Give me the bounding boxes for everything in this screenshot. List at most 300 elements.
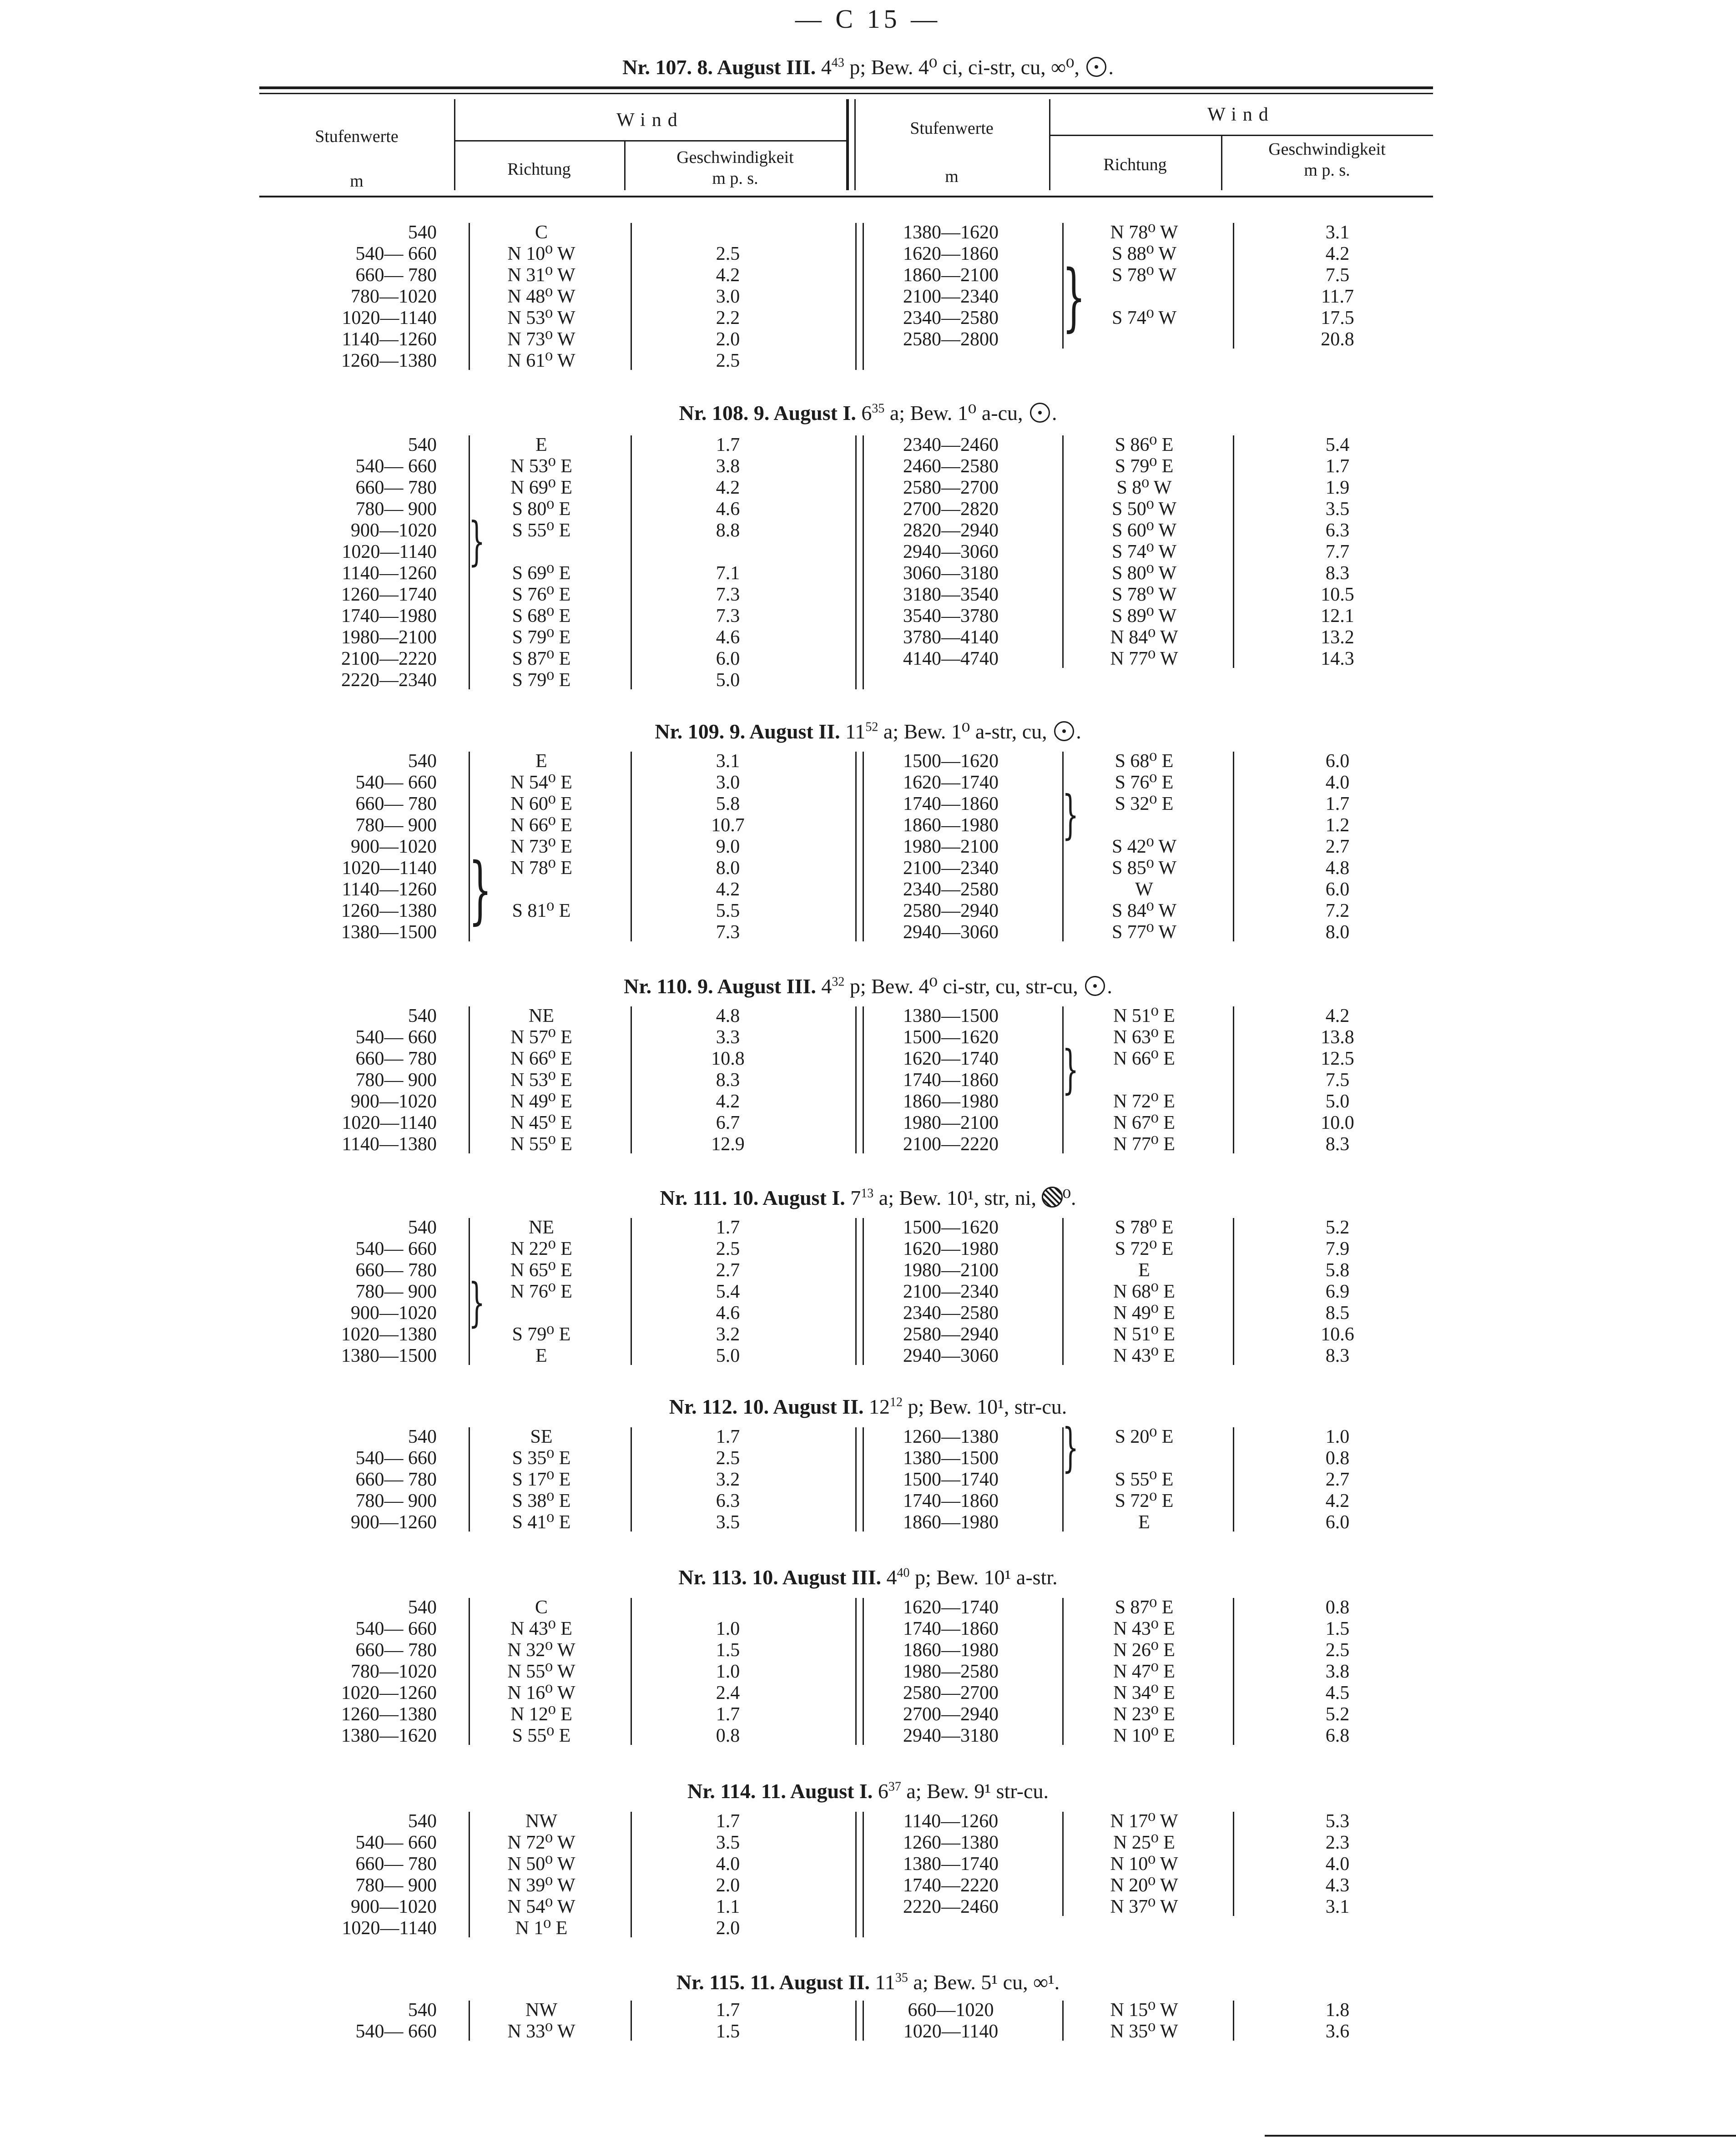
column-rule bbox=[1233, 223, 1234, 349]
table-cell: 660— 780 bbox=[355, 794, 437, 814]
table-cell: 0.8 bbox=[716, 1725, 740, 1746]
altitude-column bbox=[287, 751, 437, 943]
section-weather: a; Bew. 9¹ str-cu. bbox=[906, 1779, 1049, 1803]
section-table bbox=[0, 1217, 1736, 1367]
table-cell: S 42⁰ W bbox=[1111, 836, 1177, 857]
table-cell: 2580—2940 bbox=[903, 900, 999, 921]
table-cell: N 16⁰ W bbox=[507, 1683, 575, 1703]
table-cell: 2340—2580 bbox=[903, 879, 999, 900]
table-cell: S 32⁰ E bbox=[1115, 794, 1174, 814]
table-cell: 5.0 bbox=[716, 1345, 740, 1366]
table-cell: S 55⁰ E bbox=[512, 520, 571, 541]
table-cell: 2.2 bbox=[716, 308, 740, 329]
table-cell: N 68⁰ E bbox=[1113, 1281, 1175, 1302]
table-cell: E bbox=[535, 751, 547, 772]
table-cell: S 55⁰ E bbox=[1115, 1469, 1174, 1490]
table-cell: S 88⁰ W bbox=[1111, 243, 1177, 264]
table-cell: 5.3 bbox=[1325, 1811, 1350, 1832]
table-cell: N 53⁰ W bbox=[507, 308, 575, 329]
table-cell: 900—1020 bbox=[351, 836, 437, 857]
altitude-column-2 bbox=[873, 1597, 1028, 1747]
table-cell bbox=[1069, 1070, 1219, 1091]
altitude-column-2 bbox=[873, 222, 1028, 350]
altitude-column-2 bbox=[873, 1811, 1028, 1918]
table-cell: 2.5 bbox=[716, 350, 740, 371]
table-cell: 4.3 bbox=[1325, 1875, 1350, 1896]
table-cell: 780— 900 bbox=[355, 499, 437, 520]
column-rule bbox=[469, 1427, 470, 1531]
section-weather: a; Bew. 5¹ cu, ∞¹. bbox=[913, 1971, 1060, 1994]
section-table bbox=[0, 751, 1736, 943]
altitude-column-2 bbox=[873, 751, 1028, 943]
table-cell: 2.7 bbox=[716, 1260, 740, 1281]
speed-column bbox=[655, 1426, 801, 1533]
table-cell: 2820—2940 bbox=[903, 520, 999, 541]
column-rule bbox=[631, 1427, 632, 1531]
table-cell: 1020—1140 bbox=[903, 2021, 999, 2042]
column-rule bbox=[631, 752, 632, 941]
table-cell: 1740—2220 bbox=[903, 1875, 999, 1896]
table-cell: N 53⁰ E bbox=[510, 456, 572, 477]
table-cell: 4.2 bbox=[1325, 1006, 1350, 1026]
table-cell: 1380—1620 bbox=[903, 222, 999, 243]
table-cell: 7.3 bbox=[716, 922, 740, 943]
section-date: 9. August III. bbox=[697, 975, 816, 998]
section-title: Nr. 108. 9. August I. $6^{35}$ a; Bew. 1⁰ a-cu, . bbox=[679, 401, 1057, 425]
column-rule bbox=[855, 2001, 857, 2041]
table-cell: 5.0 bbox=[1325, 1091, 1350, 1112]
table-cell: N 61⁰ W bbox=[507, 350, 575, 371]
table-cell: 660— 780 bbox=[355, 1469, 437, 1490]
table-cell: 1980—2100 bbox=[903, 836, 999, 857]
table-cell: 1620—1860 bbox=[903, 243, 999, 264]
table-cell: N 31⁰ W bbox=[507, 265, 575, 286]
table-cell: S 74⁰ W bbox=[1111, 541, 1177, 562]
column-rule bbox=[863, 1812, 864, 1937]
column-rule bbox=[469, 2001, 470, 2041]
table-cell: S 89⁰ W bbox=[1111, 606, 1177, 627]
rain-symbol-icon bbox=[1042, 1187, 1063, 1208]
table-cell: S 80⁰ W bbox=[1111, 563, 1177, 584]
header-direction: Richtung bbox=[507, 160, 571, 179]
header-speed-2: Geschwindigkeit bbox=[1268, 140, 1386, 159]
table-cell: 1020—1140 bbox=[342, 1918, 437, 1939]
table-cell: 6.0 bbox=[1325, 879, 1350, 900]
table-cell: N 55⁰ E bbox=[510, 1134, 572, 1155]
column-rule bbox=[631, 2001, 632, 2041]
speed-column bbox=[655, 751, 801, 943]
table-cell: N 43⁰ E bbox=[1113, 1345, 1175, 1366]
column-rule bbox=[855, 752, 857, 941]
table-cell: 1620—1740 bbox=[903, 1597, 999, 1618]
table-cell: 1620—1980 bbox=[903, 1238, 999, 1259]
brace-symbol: } bbox=[1062, 784, 1079, 845]
section-title bbox=[0, 1565, 1736, 1589]
table-cell: 540 bbox=[408, 222, 437, 243]
direction-column bbox=[473, 222, 610, 372]
table-cell: 2700—2940 bbox=[903, 1704, 999, 1725]
table-cell: 7.7 bbox=[1325, 541, 1350, 562]
table-cell: 3.5 bbox=[1325, 499, 1350, 520]
table-cell: 3.1 bbox=[1325, 222, 1350, 243]
table-cell: N 69⁰ E bbox=[510, 477, 572, 498]
table-cell: 1.2 bbox=[1325, 815, 1350, 836]
table-cell: E bbox=[1138, 1260, 1150, 1281]
altitude-column bbox=[287, 1006, 437, 1155]
table-cell: 1260—1740 bbox=[341, 584, 437, 605]
table-cell: 8.0 bbox=[1325, 922, 1350, 943]
table-cell: 7.1 bbox=[716, 563, 740, 584]
column-rule bbox=[631, 1598, 632, 1745]
section-weather: a; Bew. 10¹, str, ni, bbox=[878, 1186, 1037, 1209]
column-rule bbox=[1233, 1006, 1234, 1153]
sun-symbol-icon bbox=[1086, 57, 1106, 77]
table-cell: 900—1260 bbox=[351, 1512, 437, 1533]
footer-rule bbox=[1265, 2135, 1736, 2137]
column-rule bbox=[1062, 2001, 1064, 2041]
page-number: — C 15 — bbox=[795, 4, 941, 34]
direction-column-2 bbox=[1069, 1217, 1219, 1367]
table-cell: E bbox=[1138, 1512, 1150, 1533]
column-rule bbox=[1062, 1218, 1064, 1365]
section-number: Nr. 110. bbox=[624, 975, 692, 998]
table-cell: 3.8 bbox=[716, 456, 740, 477]
table-cell: 780— 900 bbox=[355, 1281, 437, 1302]
table-cell: 4140—4740 bbox=[903, 648, 999, 669]
section-date: 11. August II. bbox=[750, 1971, 870, 1994]
table-cell: 17.5 bbox=[1321, 308, 1354, 329]
table-cell: 1380—1500 bbox=[341, 1345, 437, 1366]
header-direction-2: Richtung bbox=[1103, 155, 1167, 174]
section-date: 10. August I. bbox=[732, 1186, 845, 1209]
table-cell: 1260—1380 bbox=[903, 1832, 999, 1853]
time-superscript: 32 bbox=[832, 975, 845, 989]
time-base: 4 bbox=[886, 1566, 897, 1589]
table-cell: 12.5 bbox=[1321, 1048, 1354, 1069]
table-cell: 780—1020 bbox=[351, 1661, 437, 1682]
section-weather: p; Bew. 10¹ a-str. bbox=[915, 1566, 1058, 1589]
table-cell: 2.0 bbox=[716, 1875, 740, 1896]
section-date: 10. August II. bbox=[742, 1395, 864, 1418]
table-cell: 780—1020 bbox=[351, 286, 437, 307]
table-cell: S 76⁰ E bbox=[512, 584, 571, 605]
altitude-column bbox=[287, 2000, 437, 2042]
table-cell: 900—1020 bbox=[351, 1896, 437, 1917]
time-base: 6 bbox=[878, 1779, 888, 1803]
column-rule bbox=[631, 1006, 632, 1153]
table-cell: 6.0 bbox=[1325, 751, 1350, 772]
table-cell: 5.8 bbox=[716, 794, 740, 814]
table-cell: 7.3 bbox=[716, 606, 740, 627]
table-cell: 4.2 bbox=[716, 879, 740, 900]
time-base: 11 bbox=[875, 1971, 895, 1994]
table-cell: 1.1 bbox=[716, 1896, 740, 1917]
table-cell: 8.8 bbox=[716, 520, 740, 541]
table-cell: 8.3 bbox=[1325, 563, 1350, 584]
table-cell: N 20⁰ W bbox=[1110, 1875, 1178, 1896]
table-cell: 2.0 bbox=[716, 1918, 740, 1939]
table-cell: 1860—1980 bbox=[903, 1640, 999, 1661]
table-cell: N 76⁰ E bbox=[510, 1281, 572, 1302]
section-number: Nr. 111. bbox=[660, 1186, 727, 1209]
column-rule bbox=[855, 1006, 857, 1153]
table-cell: 2700—2820 bbox=[903, 499, 999, 520]
table-cell: 5.4 bbox=[716, 1281, 740, 1302]
table-cell: S 17⁰ E bbox=[512, 1469, 571, 1490]
column-rule bbox=[631, 435, 632, 689]
table-cell: 660—1020 bbox=[908, 2000, 994, 2021]
direction-column-2 bbox=[1069, 2000, 1219, 2042]
table-cell: S 20⁰ E bbox=[1115, 1426, 1174, 1447]
column-rule bbox=[1062, 1812, 1064, 1916]
table-cell: 1140—1380 bbox=[342, 1134, 437, 1155]
table-cell: N 51⁰ E bbox=[1113, 1324, 1175, 1345]
table-cell: 540 bbox=[408, 2000, 437, 2021]
table-cell: C bbox=[535, 1597, 548, 1618]
table-cell: 1740—1980 bbox=[341, 606, 437, 627]
table-cell: 10.7 bbox=[711, 815, 745, 836]
table-cell: 3.8 bbox=[1325, 1661, 1350, 1682]
brace-symbol: } bbox=[469, 511, 485, 571]
table-cell: 10.6 bbox=[1321, 1324, 1354, 1345]
table-cell: S 79⁰ E bbox=[512, 627, 571, 648]
table-cell: 1260—1380 bbox=[903, 1426, 999, 1447]
table-cell: 4.6 bbox=[716, 627, 740, 648]
table-cell: 6.0 bbox=[716, 648, 740, 669]
direction-column-2 bbox=[1069, 222, 1219, 350]
table-cell: 4.2 bbox=[716, 1091, 740, 1112]
table-cell: 1.7 bbox=[716, 1811, 740, 1832]
sun-symbol-icon bbox=[1085, 976, 1105, 996]
section-table bbox=[0, 222, 1736, 372]
column-rule bbox=[1062, 1598, 1064, 1745]
table-cell: S 79⁰ E bbox=[512, 670, 571, 691]
direction-column-2 bbox=[1069, 1811, 1219, 1918]
column-rule bbox=[1233, 2001, 1234, 2041]
table-cell: S 81⁰ E bbox=[512, 900, 571, 921]
table-cell: S 86⁰ E bbox=[1115, 435, 1174, 455]
table-cell: E bbox=[535, 1345, 547, 1366]
table-cell: N 54⁰ W bbox=[507, 1896, 575, 1917]
section-number: Nr. 108. bbox=[679, 401, 749, 425]
table-cell: 1380—1740 bbox=[903, 1854, 999, 1875]
header-wind: Wind bbox=[616, 110, 684, 131]
speed-column bbox=[655, 2000, 801, 2042]
time-base: 4 bbox=[821, 56, 832, 79]
speed-column bbox=[655, 1597, 801, 1747]
header-alt-label-2: Stufenwerte bbox=[910, 119, 994, 138]
table-cell: 540 bbox=[408, 1006, 437, 1026]
table-cell: S 55⁰ E bbox=[512, 1725, 571, 1746]
table-cell: N 65⁰ E bbox=[510, 1260, 572, 1281]
column-rule bbox=[1233, 1218, 1234, 1365]
table-cell: 2340—2580 bbox=[903, 1303, 999, 1324]
table-cell: S 85⁰ W bbox=[1111, 858, 1177, 879]
table-cell: 2.7 bbox=[1325, 1469, 1350, 1490]
table-cell: N 55⁰ W bbox=[507, 1661, 575, 1682]
table-cell: 4.0 bbox=[716, 1854, 740, 1875]
column-rule bbox=[855, 1598, 857, 1745]
table-cell: 2.0 bbox=[716, 329, 740, 350]
table-cell: 2940—3180 bbox=[903, 1725, 999, 1746]
table-cell: 13.8 bbox=[1321, 1027, 1354, 1048]
table-cell: S 87⁰ E bbox=[512, 648, 571, 669]
table-cell: 2220—2460 bbox=[903, 1896, 999, 1917]
table-cell: N 47⁰ E bbox=[1113, 1661, 1175, 1682]
section-weather: a; Bew. 1⁰ a-cu, bbox=[889, 401, 1023, 425]
section-title bbox=[0, 1970, 1736, 1994]
table-cell: 3.0 bbox=[716, 772, 740, 793]
table-cell: 780— 900 bbox=[355, 815, 437, 836]
table-cell: NE bbox=[529, 1006, 554, 1026]
table-cell: N 84⁰ W bbox=[1110, 627, 1178, 648]
table-cell: 20.8 bbox=[1321, 329, 1354, 350]
table-cell: S 50⁰ W bbox=[1111, 499, 1177, 520]
column-rule bbox=[1233, 1427, 1234, 1531]
table-cell: 1980—2100 bbox=[341, 627, 437, 648]
table-cell: 3.6 bbox=[1325, 2021, 1350, 2042]
direction-column-2 bbox=[1069, 1597, 1219, 1747]
table-cell: S 72⁰ E bbox=[1115, 1238, 1174, 1259]
table-cell: N 33⁰ W bbox=[507, 2021, 575, 2042]
table-cell bbox=[473, 1303, 610, 1324]
table-cell: NW bbox=[525, 1811, 557, 1832]
table-cell: 6.8 bbox=[1325, 1725, 1350, 1746]
header-speed: Geschwindigkeit bbox=[676, 148, 794, 167]
table-cell: 6.0 bbox=[1325, 1512, 1350, 1533]
table-cell: 1.7 bbox=[716, 1217, 740, 1238]
table-cell: 1380—1500 bbox=[903, 1006, 999, 1026]
section-title bbox=[0, 1779, 1736, 1803]
column-rule bbox=[1233, 1812, 1234, 1916]
table-cell: 0.8 bbox=[1325, 1448, 1350, 1469]
table-cell: 3.2 bbox=[716, 1324, 740, 1345]
table-cell: N 39⁰ W bbox=[507, 1875, 575, 1896]
column-rule bbox=[863, 1598, 864, 1745]
table-cell: 1260—1380 bbox=[341, 1704, 437, 1725]
altitude-column bbox=[287, 1597, 437, 1747]
table-cell: 660— 780 bbox=[355, 477, 437, 498]
sun-symbol-icon bbox=[1030, 403, 1050, 423]
time-superscript: 40 bbox=[897, 1566, 910, 1580]
column-rule bbox=[863, 1427, 864, 1531]
table-cell: N 66⁰ E bbox=[510, 1048, 572, 1069]
table-cell: S 79⁰ E bbox=[1115, 456, 1174, 477]
table-cell: 2.5 bbox=[716, 1238, 740, 1259]
table-cell: 14.3 bbox=[1321, 648, 1354, 669]
table-cell: N 72⁰ W bbox=[507, 1832, 575, 1853]
table-cell: 8.3 bbox=[716, 1070, 740, 1091]
table-cell: 7.5 bbox=[1325, 265, 1350, 286]
table-cell: 2100—2340 bbox=[903, 858, 999, 879]
column-rule bbox=[855, 1427, 857, 1531]
table-cell bbox=[655, 1597, 801, 1618]
table-cell: 4.0 bbox=[1325, 1854, 1350, 1875]
sun-symbol-icon bbox=[1054, 721, 1074, 741]
time-superscript: 13 bbox=[861, 1186, 874, 1201]
direction-column bbox=[473, 1426, 610, 1533]
table-cell: 1.7 bbox=[716, 1426, 740, 1447]
direction-column bbox=[473, 1217, 610, 1367]
table-cell: N 1⁰ E bbox=[515, 1918, 568, 1939]
table-cell: 900—1020 bbox=[351, 1303, 437, 1324]
table-cell: N 35⁰ W bbox=[1110, 2021, 1178, 2042]
table-cell: N 60⁰ E bbox=[510, 794, 572, 814]
table-cell: W bbox=[1135, 879, 1153, 900]
table-cell: 6.3 bbox=[1325, 520, 1350, 541]
table-cell: N 22⁰ E bbox=[510, 1238, 572, 1259]
brace-symbol: } bbox=[469, 847, 492, 932]
section-date: 8. August III. bbox=[697, 56, 816, 79]
table-cell: S 72⁰ E bbox=[1115, 1491, 1174, 1511]
table-cell: S 77⁰ W bbox=[1111, 922, 1177, 943]
table-cell: 5.0 bbox=[716, 670, 740, 691]
table-cell: 1380—1500 bbox=[903, 1448, 999, 1469]
direction-column bbox=[473, 2000, 610, 2042]
table-cell: N 53⁰ E bbox=[510, 1070, 572, 1091]
table-cell: 1860—1980 bbox=[903, 1091, 999, 1112]
table-cell: 10.0 bbox=[1321, 1112, 1354, 1133]
table-cell: S 41⁰ E bbox=[512, 1512, 571, 1533]
table-cell: N 78⁰ W bbox=[1110, 222, 1178, 243]
time-superscript: 35 bbox=[895, 1971, 908, 1985]
header-speed-unit: m p. s. bbox=[712, 169, 758, 188]
table-cell: 540 bbox=[408, 435, 437, 455]
table-cell: 1.9 bbox=[1325, 477, 1350, 498]
table-cell: 2340—2460 bbox=[903, 435, 999, 455]
table-cell bbox=[473, 922, 610, 943]
column-rule bbox=[469, 1006, 470, 1153]
table-cell: 11.7 bbox=[1321, 286, 1354, 307]
table-cell: S 60⁰ W bbox=[1111, 520, 1177, 541]
table-cell: 9.0 bbox=[716, 836, 740, 857]
table-cell: 1740—1860 bbox=[903, 1491, 999, 1511]
time-superscript: 43 bbox=[831, 56, 844, 70]
table-cell: 1020—1260 bbox=[341, 1683, 437, 1703]
table-cell: 1020—1380 bbox=[341, 1324, 437, 1345]
section-title: Nr. 110. 9. August III. $4^{32}$ p; Bew. 4⁰ ci-str, cu, str-cu, . bbox=[624, 975, 1112, 998]
table-cell: 1.7 bbox=[1325, 794, 1350, 814]
altitude-column-2 bbox=[873, 435, 1028, 670]
direction-column-2 bbox=[1069, 435, 1219, 670]
time-superscript: 37 bbox=[888, 1779, 901, 1794]
table-cell: 1500—1740 bbox=[903, 1469, 999, 1490]
table-cell: 7.5 bbox=[1325, 1070, 1350, 1091]
table-cell: 2580—2800 bbox=[903, 329, 999, 350]
direction-column-2 bbox=[1069, 1426, 1219, 1533]
table-cell: N 32⁰ W bbox=[507, 1640, 575, 1661]
altitude-column-2 bbox=[873, 1426, 1028, 1533]
table-cell: 2940—3060 bbox=[903, 541, 999, 562]
table-cell: 540— 660 bbox=[355, 1832, 437, 1853]
table-cell: S 78⁰ E bbox=[1115, 1217, 1174, 1238]
speed-column-2 bbox=[1260, 1006, 1415, 1155]
table-cell: 12.1 bbox=[1321, 606, 1354, 627]
direction-column-2 bbox=[1069, 751, 1219, 943]
direction-column bbox=[473, 1597, 610, 1747]
section-table bbox=[0, 1417, 1736, 1533]
table-cell bbox=[473, 879, 610, 900]
table-cell: 4.5 bbox=[1325, 1683, 1350, 1703]
table-cell: NW bbox=[525, 2000, 557, 2021]
table-cell: N 17⁰ W bbox=[1110, 1811, 1178, 1832]
table-cell: 1740—1860 bbox=[903, 1618, 999, 1639]
direction-column-2 bbox=[1069, 1006, 1219, 1155]
table-cell: 1260—1380 bbox=[341, 900, 437, 921]
direction-column bbox=[473, 1811, 610, 1939]
section-weather: a; Bew. 1⁰ a-str, cu, bbox=[883, 720, 1047, 743]
table-cell: 2580—2940 bbox=[903, 1324, 999, 1345]
